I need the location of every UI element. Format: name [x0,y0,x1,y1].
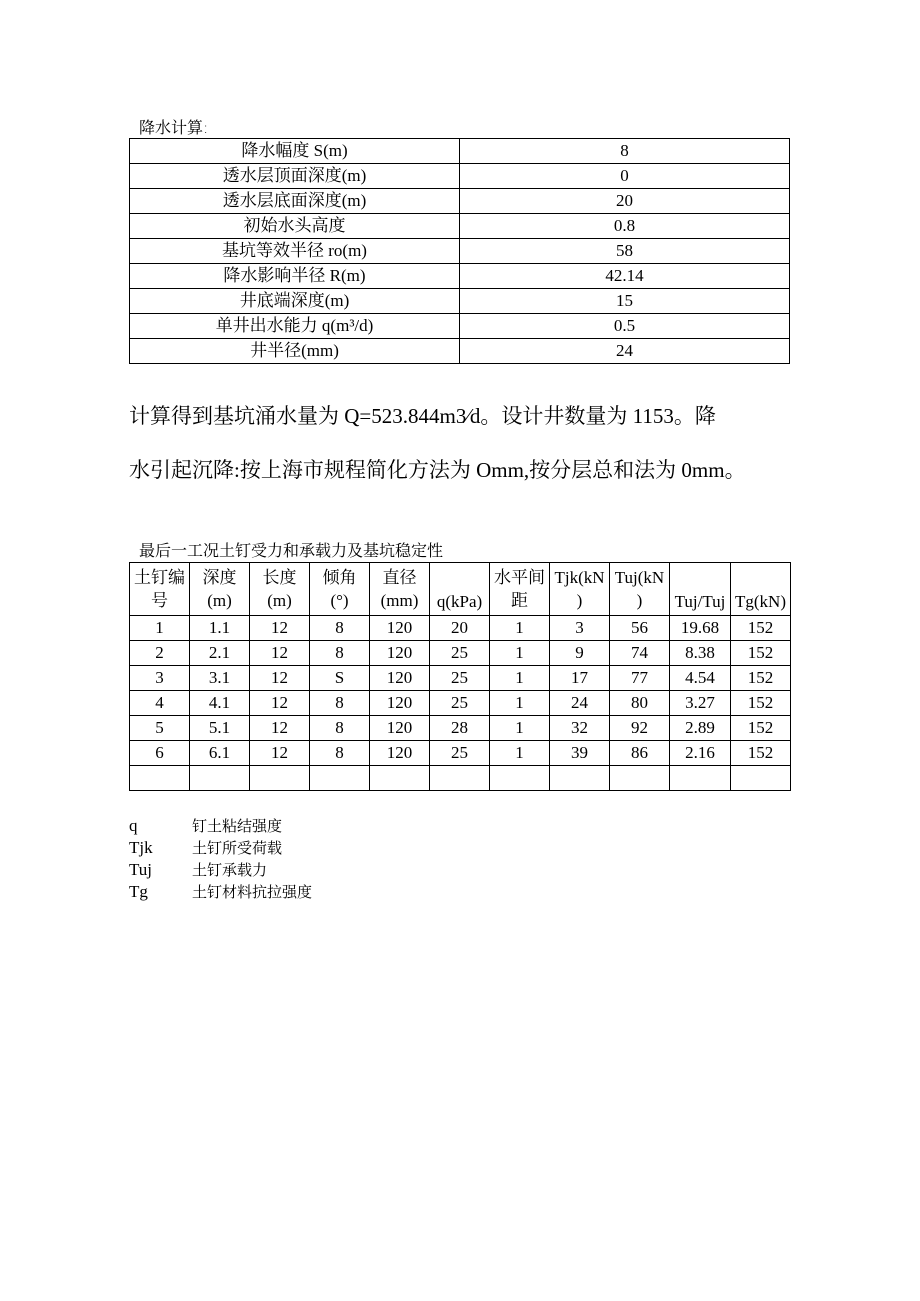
header-diameter [370,563,430,616]
section2-caption: 最后一工况土钉受力和承载力及基坑稳定性 [139,541,444,560]
cell-spacing: 1 [490,741,550,766]
table-row [130,641,791,666]
cell-tuj-ratio: 19.68 [670,616,731,641]
table-row [130,189,790,214]
legend-item [129,859,312,881]
cell-angle: S [310,666,370,691]
param-value: 0 [460,164,790,189]
cell-diameter: 120 [370,641,430,666]
cell-spacing: 1 [490,716,550,741]
header-depth [190,563,250,616]
cell-diameter [370,766,430,791]
cell-angle: 8 [310,616,370,641]
cell-spacing: 1 [490,641,550,666]
cell-tuj-ratio: 8.38 [670,641,731,666]
param-value: 15 [460,289,790,314]
header-tg: Tg(kN) [731,563,791,616]
cell-depth: 6.1 [190,741,250,766]
cell-angle: 8 [310,716,370,741]
param-label: 降水影响半径 R(m) [130,264,460,289]
legend-description: 土钉材料抗拉强度 [192,883,313,901]
cell-tuj [610,766,670,791]
table-row [130,214,790,239]
legend [129,815,312,903]
legend-symbol: Tg [129,882,148,901]
table-row [130,139,790,164]
header-line: (m) [267,591,292,610]
cell-tuj: 56 [610,616,670,641]
cell-tuj-ratio: 4.54 [670,666,731,691]
cell-tjk: 32 [550,716,610,741]
param-label: 降水幅度 S(m) [130,139,460,164]
cell-tg: 152 [731,666,791,691]
cell-tuj: 86 [610,741,670,766]
cell-spacing [490,766,550,791]
result-paragraph-line-1: 计算得到基坑涌水量为 Q=523.844m3⁄d。设计井数量为 1153。降 [129,404,716,428]
cell-q: 20 [430,616,490,641]
param-value: 58 [460,239,790,264]
cell-angle [310,766,370,791]
header-line: 长度 [262,568,297,587]
cell-depth: 2.1 [190,641,250,666]
legend-description: 土钉承载力 [192,861,268,879]
legend-symbol: q [129,816,138,835]
cell-q: 25 [430,641,490,666]
header-line: Tjk(kN [554,568,605,587]
table-row [130,314,790,339]
table-row [130,691,791,716]
cell-tjk: 39 [550,741,610,766]
cell-nail-no: 2 [130,641,190,666]
header-nail-no [130,563,190,616]
header-tuj-ratio: Tuj/Tuj [670,563,731,616]
cell-diameter: 120 [370,691,430,716]
cell-tg: 152 [731,716,791,741]
legend-symbol: Tjk [129,838,153,857]
param-label: 基坑等效半径 ro(m) [130,239,460,264]
cell-q: 25 [430,691,490,716]
soil-nail-table [129,562,791,791]
cell-angle: 8 [310,741,370,766]
cell-q: 25 [430,741,490,766]
cell-tjk: 24 [550,691,610,716]
param-label: 透水层顶面深度(m) [130,164,460,189]
cell-tuj-ratio: 2.16 [670,741,731,766]
cell-length: 12 [250,691,310,716]
legend-item [129,881,312,903]
legend-description: 土钉所受荷载 [192,839,283,857]
legend-item [129,815,312,837]
cell-diameter: 120 [370,616,430,641]
legend-symbol: Tuj [129,860,153,879]
cell-depth: 5.1 [190,716,250,741]
legend-item [129,837,312,859]
cell-depth [190,766,250,791]
header-line: (°) [330,591,349,610]
param-value: 20 [460,189,790,214]
header-q: q(kPa) [430,563,490,616]
cell-spacing: 1 [490,666,550,691]
cell-tuj: 80 [610,691,670,716]
header-angle [310,563,370,616]
cell-tuj-ratio [670,766,731,791]
cell-tg: 152 [731,691,791,716]
cell-angle: 8 [310,691,370,716]
cell-nail-no: 3 [130,666,190,691]
table-row [130,616,791,641]
cell-tuj-ratio: 2.89 [670,716,731,741]
cell-depth: 3.1 [190,666,250,691]
header-spacing [490,563,550,616]
header-line: ) [576,591,583,610]
cell-nail-no: 5 [130,716,190,741]
param-value: 42.14 [460,264,790,289]
cell-tg: 152 [731,741,791,766]
table-row [130,741,791,766]
cell-nail-no [130,766,190,791]
table-row [130,716,791,741]
cell-tjk: 3 [550,616,610,641]
cell-q: 25 [430,666,490,691]
cell-q [430,766,490,791]
param-value: 0.8 [460,214,790,239]
param-label: 单井出水能力 q(m³/d) [130,314,460,339]
param-value: 0.5 [460,314,790,339]
cell-nail-no: 1 [130,616,190,641]
cell-spacing: 1 [490,616,550,641]
param-label: 井半径(mm) [130,339,460,364]
cell-length [250,766,310,791]
cell-depth: 1.1 [190,616,250,641]
table-header-row [130,563,791,616]
header-line: 倾角 [322,568,357,587]
dewatering-table [129,138,790,364]
header-line: 直径 [382,568,417,587]
cell-tuj: 77 [610,666,670,691]
cell-tjk: 17 [550,666,610,691]
cell-tjk [550,766,610,791]
param-value: 24 [460,339,790,364]
header-line: ) [636,591,643,610]
cell-angle: 8 [310,641,370,666]
param-label: 初始水头高度 [130,214,460,239]
cell-length: 12 [250,616,310,641]
header-tjk [550,563,610,616]
cell-tuj-ratio: 3.27 [670,691,731,716]
cell-tuj: 74 [610,641,670,666]
header-line: 水平间 [494,568,545,587]
header-length [250,563,310,616]
cell-tg [731,766,791,791]
header-line: 土钉编 [134,568,185,587]
cell-length: 12 [250,741,310,766]
result-paragraph-line-2: 水引起沉降:按上海市规程简化方法为 Omm,按分层总和法为 0mm。 [129,458,746,482]
table-row [130,264,790,289]
cell-diameter: 120 [370,666,430,691]
param-label: 透水层底面深度(m) [130,189,460,214]
table-row [130,239,790,264]
header-line: 号 [151,591,168,610]
cell-depth: 4.1 [190,691,250,716]
param-label: 井底端深度(m) [130,289,460,314]
cell-length: 12 [250,716,310,741]
cell-tuj: 92 [610,716,670,741]
cell-tg: 152 [731,641,791,666]
header-line: Tuj(kN [614,568,665,587]
cell-q: 28 [430,716,490,741]
cell-length: 12 [250,641,310,666]
cell-spacing: 1 [490,691,550,716]
header-tuj [610,563,670,616]
table-row [130,666,791,691]
cell-nail-no: 6 [130,741,190,766]
cell-diameter: 120 [370,716,430,741]
legend-description: 钉土粘结强度 [192,817,283,835]
table-row [130,339,790,364]
header-line: 距 [511,591,528,610]
section1-caption: 降水计算: [139,118,209,137]
cell-nail-no: 4 [130,691,190,716]
cell-tg: 152 [731,616,791,641]
header-line: 深度 [202,568,237,587]
cell-tjk: 9 [550,641,610,666]
table-row [130,289,790,314]
table-row [130,164,790,189]
cell-diameter: 120 [370,741,430,766]
cell-length: 12 [250,666,310,691]
table-row-empty [130,766,791,791]
header-line: (m) [207,591,232,610]
param-value: 8 [460,139,790,164]
header-line: (mm) [380,591,419,610]
